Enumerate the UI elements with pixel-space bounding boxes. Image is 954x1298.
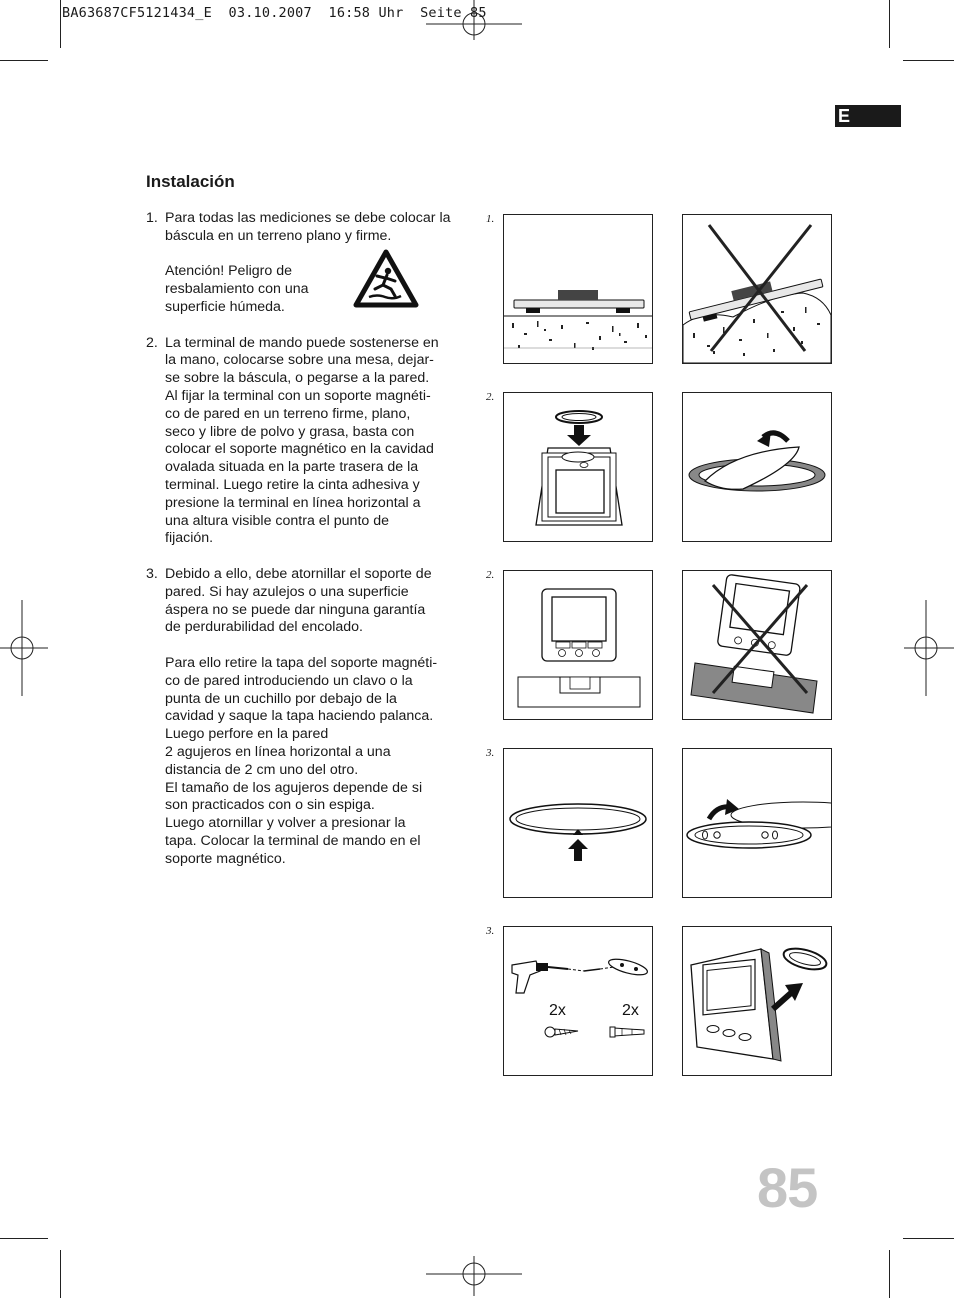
crop-mark <box>903 1238 954 1239</box>
warning-block <box>165 263 476 316</box>
crop-mark <box>889 0 890 48</box>
figure-scale-on-flat-floor <box>503 214 653 364</box>
figure-scale-on-uneven-floor-crossed <box>682 214 832 364</box>
figure-magnet-into-terminal <box>503 392 653 542</box>
figure-attach-terminal-to-mount <box>682 926 832 1076</box>
language-tab <box>835 105 901 127</box>
language-tab-label: E <box>838 106 851 126</box>
figure-label: 2. <box>486 569 495 581</box>
registration-mark <box>0 600 48 696</box>
slippery-floor-warning-icon <box>353 249 419 309</box>
item-number: 3. <box>146 565 158 582</box>
screw-count-right: 2x <box>622 1002 639 1019</box>
figure-label: 3. <box>486 925 495 937</box>
warning-text: Atención! Peligro de resbalamiento con una superficie húmeda. <box>165 263 309 315</box>
figure-drill-and-screws <box>503 926 653 1076</box>
item-paragraph: Debido a ello, debe atornillar el soporte de pared. Si hay azulejos o una superficie áspera no se puede dar ninguna garantía de perdurabilidad del encolado. <box>165 565 432 636</box>
crop-mark <box>0 1238 48 1239</box>
figure-terminal-tilted-crossed <box>682 570 832 720</box>
item-paragraph: Para ello retire la tapa del soporte magnéti- co de pared introduciendo un clavo o la punta de un cuchillo por debajo de la cavidad y saque la tapa haciendo palanca. Luego perfore en la pared 2 agujeros en línea horizontal a una distancia de 2 cm uno del otro. El tamaño de los agujeros depende de si son practicados con o sin espiga. Luego atornillar y volver a presionar la tapa. Colocar la terminal de mando en el soporte magnético. <box>165 654 438 867</box>
figure-lever-off-cover <box>503 748 653 898</box>
crop-mark <box>903 60 954 61</box>
crop-mark <box>60 1250 61 1298</box>
print-header: BA63687CF5121434_E 03.10.2007 16:58 Uhr Seite 85 <box>62 5 487 21</box>
crop-mark <box>60 0 61 48</box>
figure-cover-removed-holes <box>682 748 832 898</box>
instruction-item-3 <box>146 566 476 869</box>
item-number: 2. <box>146 334 158 351</box>
section-title: Instalación <box>146 172 235 191</box>
page-number: 85 <box>757 1156 818 1219</box>
instruction-item-1 <box>146 210 476 317</box>
item-paragraph: Para todas las mediciones se debe colocar la báscula en un terreno plano y firme. <box>165 210 451 244</box>
screw-count-left: 2x <box>549 1002 566 1019</box>
instructions <box>146 210 476 868</box>
crop-mark <box>889 1250 890 1298</box>
item-paragraph: La terminal de mando puede sostenerse en la mano, colocarse sobre una mesa, dejar- se sobre la báscula, o pegarse a la pared. Al fijar la terminal con un soporte magnéti- co de pared en un terreno firme, plano, seco y libre de polvo y grasa, basta con colocar el soporte magnético en la cavidad ovalada situada en la parte trasera de la terminal. Luego retire la cinta adhesiva y presione la terminal en línea horizontal a una altura visible contra el punto de fijación. <box>165 334 439 547</box>
figure-label: 1. <box>486 213 495 225</box>
figure-remove-adhesive-tape <box>682 392 832 542</box>
figure-label: 2. <box>486 391 495 403</box>
figure-terminal-on-wall-mount <box>503 570 653 720</box>
instruction-item-2 <box>146 335 476 549</box>
crop-mark <box>0 60 48 61</box>
registration-mark <box>426 1256 522 1296</box>
registration-mark <box>904 600 954 696</box>
figure-label: 3. <box>486 747 495 759</box>
item-number: 1. <box>146 210 158 226</box>
